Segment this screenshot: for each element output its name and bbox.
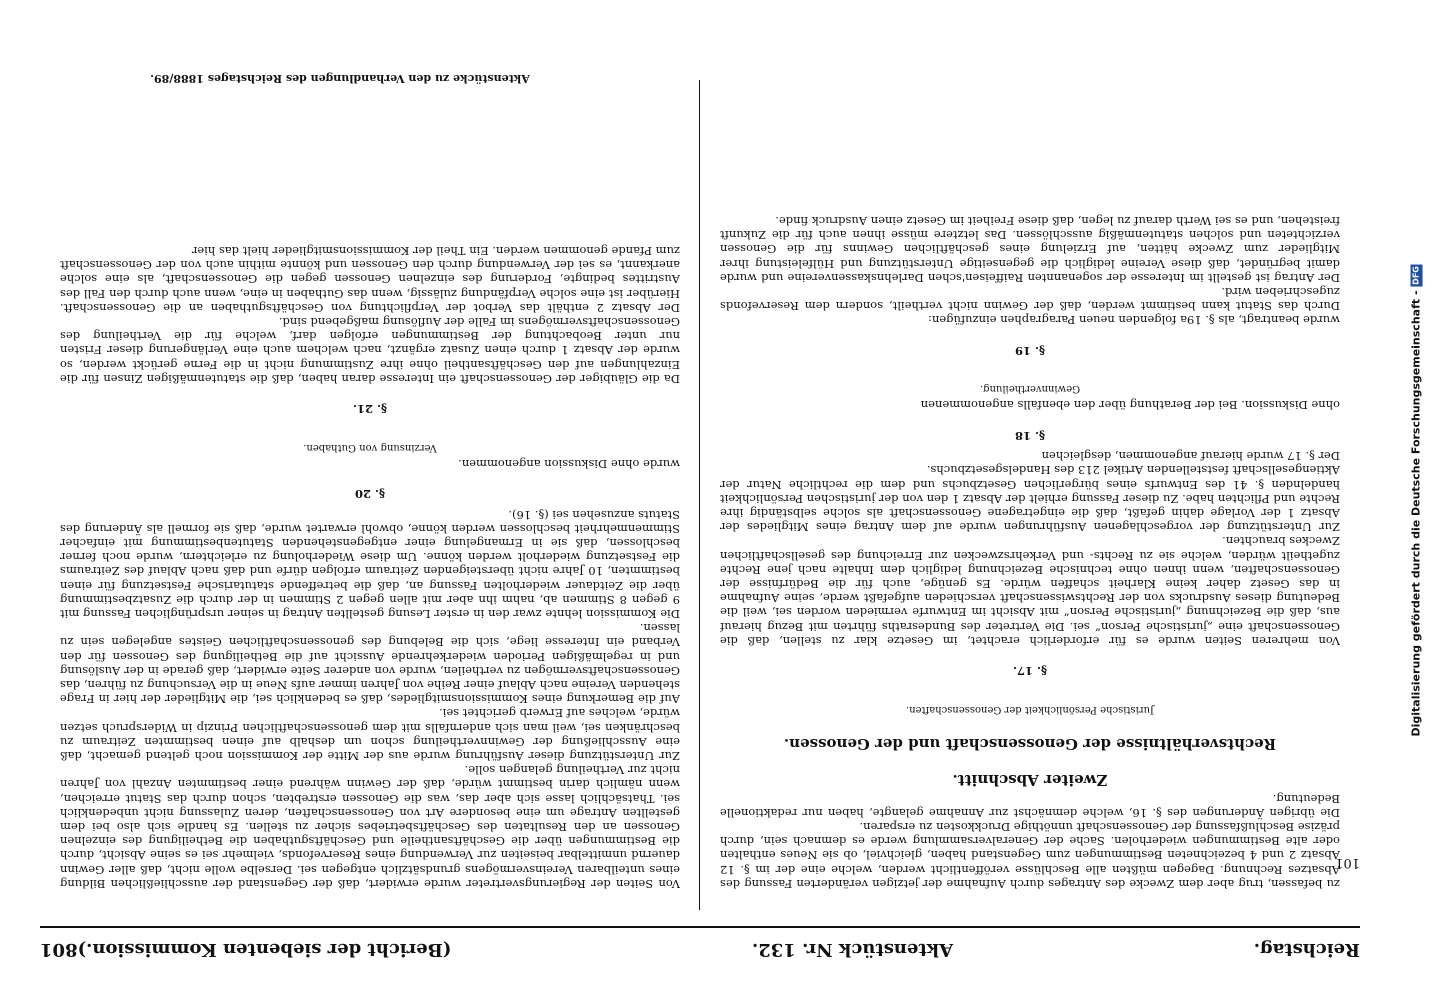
col1-text8: Der Antrag ist gestellt im Interesse der sogenannten Raiffeisen'schen Darlehnskassenvereine und wurde damit begründet, daß diese Vereine lediglich die gegenseitige Unterstützung und Hülfeleistung ihrer Mitglieder zum Zwecke hätten, auf Erzielung eines geschäftlichen Gewinns für die Genossen verzichteten und solchen statutenmäßig ausschlössen. Das letztere müsse ihnen auch für die Zukunft freistehen, und es sei Werth darauf zu legen, daß diese Freiheit im Gesetz einen Ausdruck finde. <box>720 214 1340 285</box>
subheading-verzinsung: Verzinsung von Guthaben. <box>303 441 437 453</box>
section-heading: Zweiter Abschnitt. <box>952 771 1108 790</box>
col2-text3: wurde ohne Diskussion angenommen. <box>458 456 680 471</box>
column-right <box>60 95 680 905</box>
header-page-number: 801 <box>40 939 78 960</box>
paragraph-21: §. 21. <box>352 402 388 417</box>
digitization-sidebar <box>1402 0 1430 1000</box>
header-rule <box>40 926 1360 928</box>
paragraph-20: §. 20 <box>354 487 386 502</box>
col1-text5: ohne Diskussion. Bei der Berathung über den ebenfalls angenommenen <box>920 398 1340 413</box>
page-number-bottom: 101 <box>1335 855 1360 870</box>
col1-text: zu befassen, trug aber dem Zwecke des Antrages durch Aufnahme der jetzigen veränderten Fassung des Absatzes Rechnung. Dagegen müßten alle Beschlüsse veröffentlicht werden, welche eine der im §. 12 Absatz 2 und 4 bezeichneten Bestimmungen zum Gegenstand haben, gleichviel, ob sie Neues enthalten oder alte Bestimmungen wiederholen. Sache der Generalversammlung werde es demnach sein, durch präzise Beschlußfassung der Genossenschaft unnöthige Druckkosten zu ersparen. Die übrigen Änderungen des §. 16, welche demnächst zur Annahme gelangte, haben nur redaktionelle Bedeutung. <box>720 791 1340 891</box>
col1-text2: Von mehreren Seiten wurde es für erforderlich erachtet, im Gesetze klar zu stellen, daß die Genossenschaft eine „juristische Person“ sei. Die Vertreter des Bundesraths führten mit Bezug hierauf aus, daß die Bezeichnung „juristische Person“ mit Absicht im Entwurfe vermieden worden sei, weil die Bedeutung dieses Ausdrucks von der Rechtswissenschaft verschieden aufgefaßt werde, seine Aufnahme in das Gesetz daher keine Klarheit schaffen würde. Es genüge, auch für die Bedürfnisse der Genossenschaften, wenn ihnen ohne technische Bezeichnung lediglich dem Inhalte nach jene Rechte zugetheilt würden, welche sie zu Rechts- und Verkehrszwecken zur Erreichung des gesellschaftlichen Zweckes brauchten. <box>720 534 1340 648</box>
paragraph-19: §. 19 <box>1014 343 1046 358</box>
digitization-note: Digitalisierung gefördert durch die Deutsche Forschungsgemeinschaft - <box>1409 289 1423 737</box>
section-subtitle: Juristische Persönlichkeit der Genossenschaften. <box>905 703 1155 715</box>
section-title: Rechtsverhältnisse der Genossenschaft und der Genossen. <box>783 734 1277 753</box>
header-left: Reichstag. <box>1253 939 1360 960</box>
col1-text4: Der §. 17 wurde hierauf angenommen, desgleichen <box>1041 449 1340 464</box>
header-right: (Bericht der siebenten Kommission.) <box>77 939 452 960</box>
subheading-gewinn: Gewinnvertheilung. <box>979 383 1081 395</box>
page-header <box>40 939 1360 960</box>
header-middle: Aktenstück Nr. 132. <box>751 939 954 960</box>
page-footer: Aktenstücke zu den Verhandlungen des Reichstages 1888/89. <box>150 72 530 85</box>
column-left <box>720 85 1340 905</box>
column-divider <box>699 80 700 910</box>
dfg-logo-icon: DFG <box>1411 265 1420 285</box>
col1-text3: Zur Unterstützung der vorgeschlagenen Ausführungen wurde auf dem Antrag eines Mitgliedes der Absatz 1 der Vorlage dahin gefaßt, daß die eingetragene Genossenschaft als solche selbständig ihre Rechte und Pflichten habe. Zu dieser Fassung erhielt der Absatz 1 den von der juristischen Persönlichkeit handelnden §. 41 des Entwurfs eines bürgerlichen Gesetzbuchs und dem die rechtliche Natur der Aktiengesellschaft feststellenden Artikel 213 des Handelsgesetzbuchs. <box>720 463 1340 535</box>
col2-text4: Da die Gläubiger der Genossenschaft ein Interesse daran haben, daß die statutenmäßigen Zinsen für die Einzahlungen auf den Geschäftsantheil ohne ihre Zustimmung nicht in die Ferne gerückt werden, so wurde der Absatz 1 durch einen Zusatz ergänzt, nach welchem auch eine Verlängerung dieser Fristen nur unter Beobachtung der Bestimmungen erfolgen darf, welche für die Vertheilung des Genossenschaftsvermögens im Falle der Auflösung maßgebend sind. Der Absatz 2 enthält das Verbot der Verpflichtung von Geschäftsguthaben an die Genossenschaft. Hierüber ist eine solche Verpfändung zulässig, wenn das Guthaben in eine, wenn auch durch den Fall des Austrittes bedingte, Forderung des einzelnen Genossen gegen die Genossenschaft, als eine solche anerkannt, es sei der Verwendung durch den Genossen und könnte mithin auch von der Genossenschaft zum Pfande genommen werden. Ein Theil der Kommissionsmitglieder hielt das hier <box>60 244 680 386</box>
col2-text: Von Seiten der Regierungsvertreter wurde erwidert, daß der Gegenstand der ausschließlichen Bildung eines unteilbaren Vereinsvermögens grundsätzlich entgegen sei. Derselbe wolle nicht, daß aller Gewinn dauernd unmittelbar beiseiten zur Verwendung eines Reservefonds, vielmehr sei es seine Absicht, durch die Bestimmungen über die Geschäftsantheile und Geschäftsguthaben die Betheiligung des einzelnen Genossen an den Resultaten des Geschäftsbetriebes sicher zu stellen. Es handle sich also bei dem gestellten Antrage um eine besondere Art von Genossenschaften, deren Zulassung nicht unbedenklich sei. Thatsächlich lasse sich aber das, was die Genossen erstrebten, schon durch das Statut erreichen, wenn nämlich darin bestimmt würde, daß der Gewinn während einer bestimmten Anzahl von Jahren nicht zur Vertheilung gelangen solle. <box>60 763 680 891</box>
paragraph-18: §. 18 <box>1014 428 1046 443</box>
col2-text2: Zur Unterstützung dieser Ausführung wurde aus der Mitte der Kommission noch geltend gemacht, daß eine Ausschließung der Gewinnvertheilung schon um deshalb auf einen bestimmten Zeitraum zu beschränken sei, weil man sich andernfalls mit dem genossenschaftlichen Prinzip in Widerspruch setzen würde, welches auf Erwerb gerichtet sei. Auf die Bemerkung eines Kommissionsmitgliedes, daß es bedenklich sei, die Mitglieder der hier in Frage stehenden Vereine nach Ablauf einer Reihe von Jahren immer aufs Neue in die Versuchung zu führen, das Genossenschaftsvermögen zu vertheilen, wurde von anderer Seite erwidert, daß gerade in der Auslösung und in regelmäßigen Perioden wiederkehrende Aussicht auf die Betheiligung des Genossen für den Verband ein Interesse liege, sich die Belebung des genossenschaftlichen Geistes angelegen sein zu lassen. Die Kommission lehnte zwar den in erster Lesung gestellten Antrag in seiner ursprünglichen Fassung mit 9 gegen 8 Stimmen ab, nahm ihn aber mit allen gegen 2 Stimmen in der durch die Zusatzbestimmung über die Zeitdauer wiederholten Fassung an, daß die betreffende statutarische Festsetzung für einen bestimmten, 10 Jahre nicht übersteigenden Zeitraum erfolgen dürfe und daß nach Ablauf des Zeitraums die Festsetzung wiederholt werden könne. Um diese Wiederholung zu erleichtern, wurde noch ferner beschlossen, daß sie in Ermangelung einer entgegenstehenden Statutenbestimmung mit einfacher Stimmenmehrheit beschlossen werden könne, obwohl erwartet wurde, daß sie formell als Änderung des Statuts anzusehen sei (§. 16). <box>60 507 680 763</box>
paragraph-17: §. 17. <box>1012 664 1048 679</box>
col1-text6: wurde beantragt, als §. 19a folgenden neuen Paragraphen einzufügen: <box>928 313 1340 328</box>
col1-text7: Durch das Statut kann bestimmt werden, daß der Gewinn nicht vertheilt, sondern dem Reservefonds zugeschrieben wird. <box>720 285 1340 314</box>
